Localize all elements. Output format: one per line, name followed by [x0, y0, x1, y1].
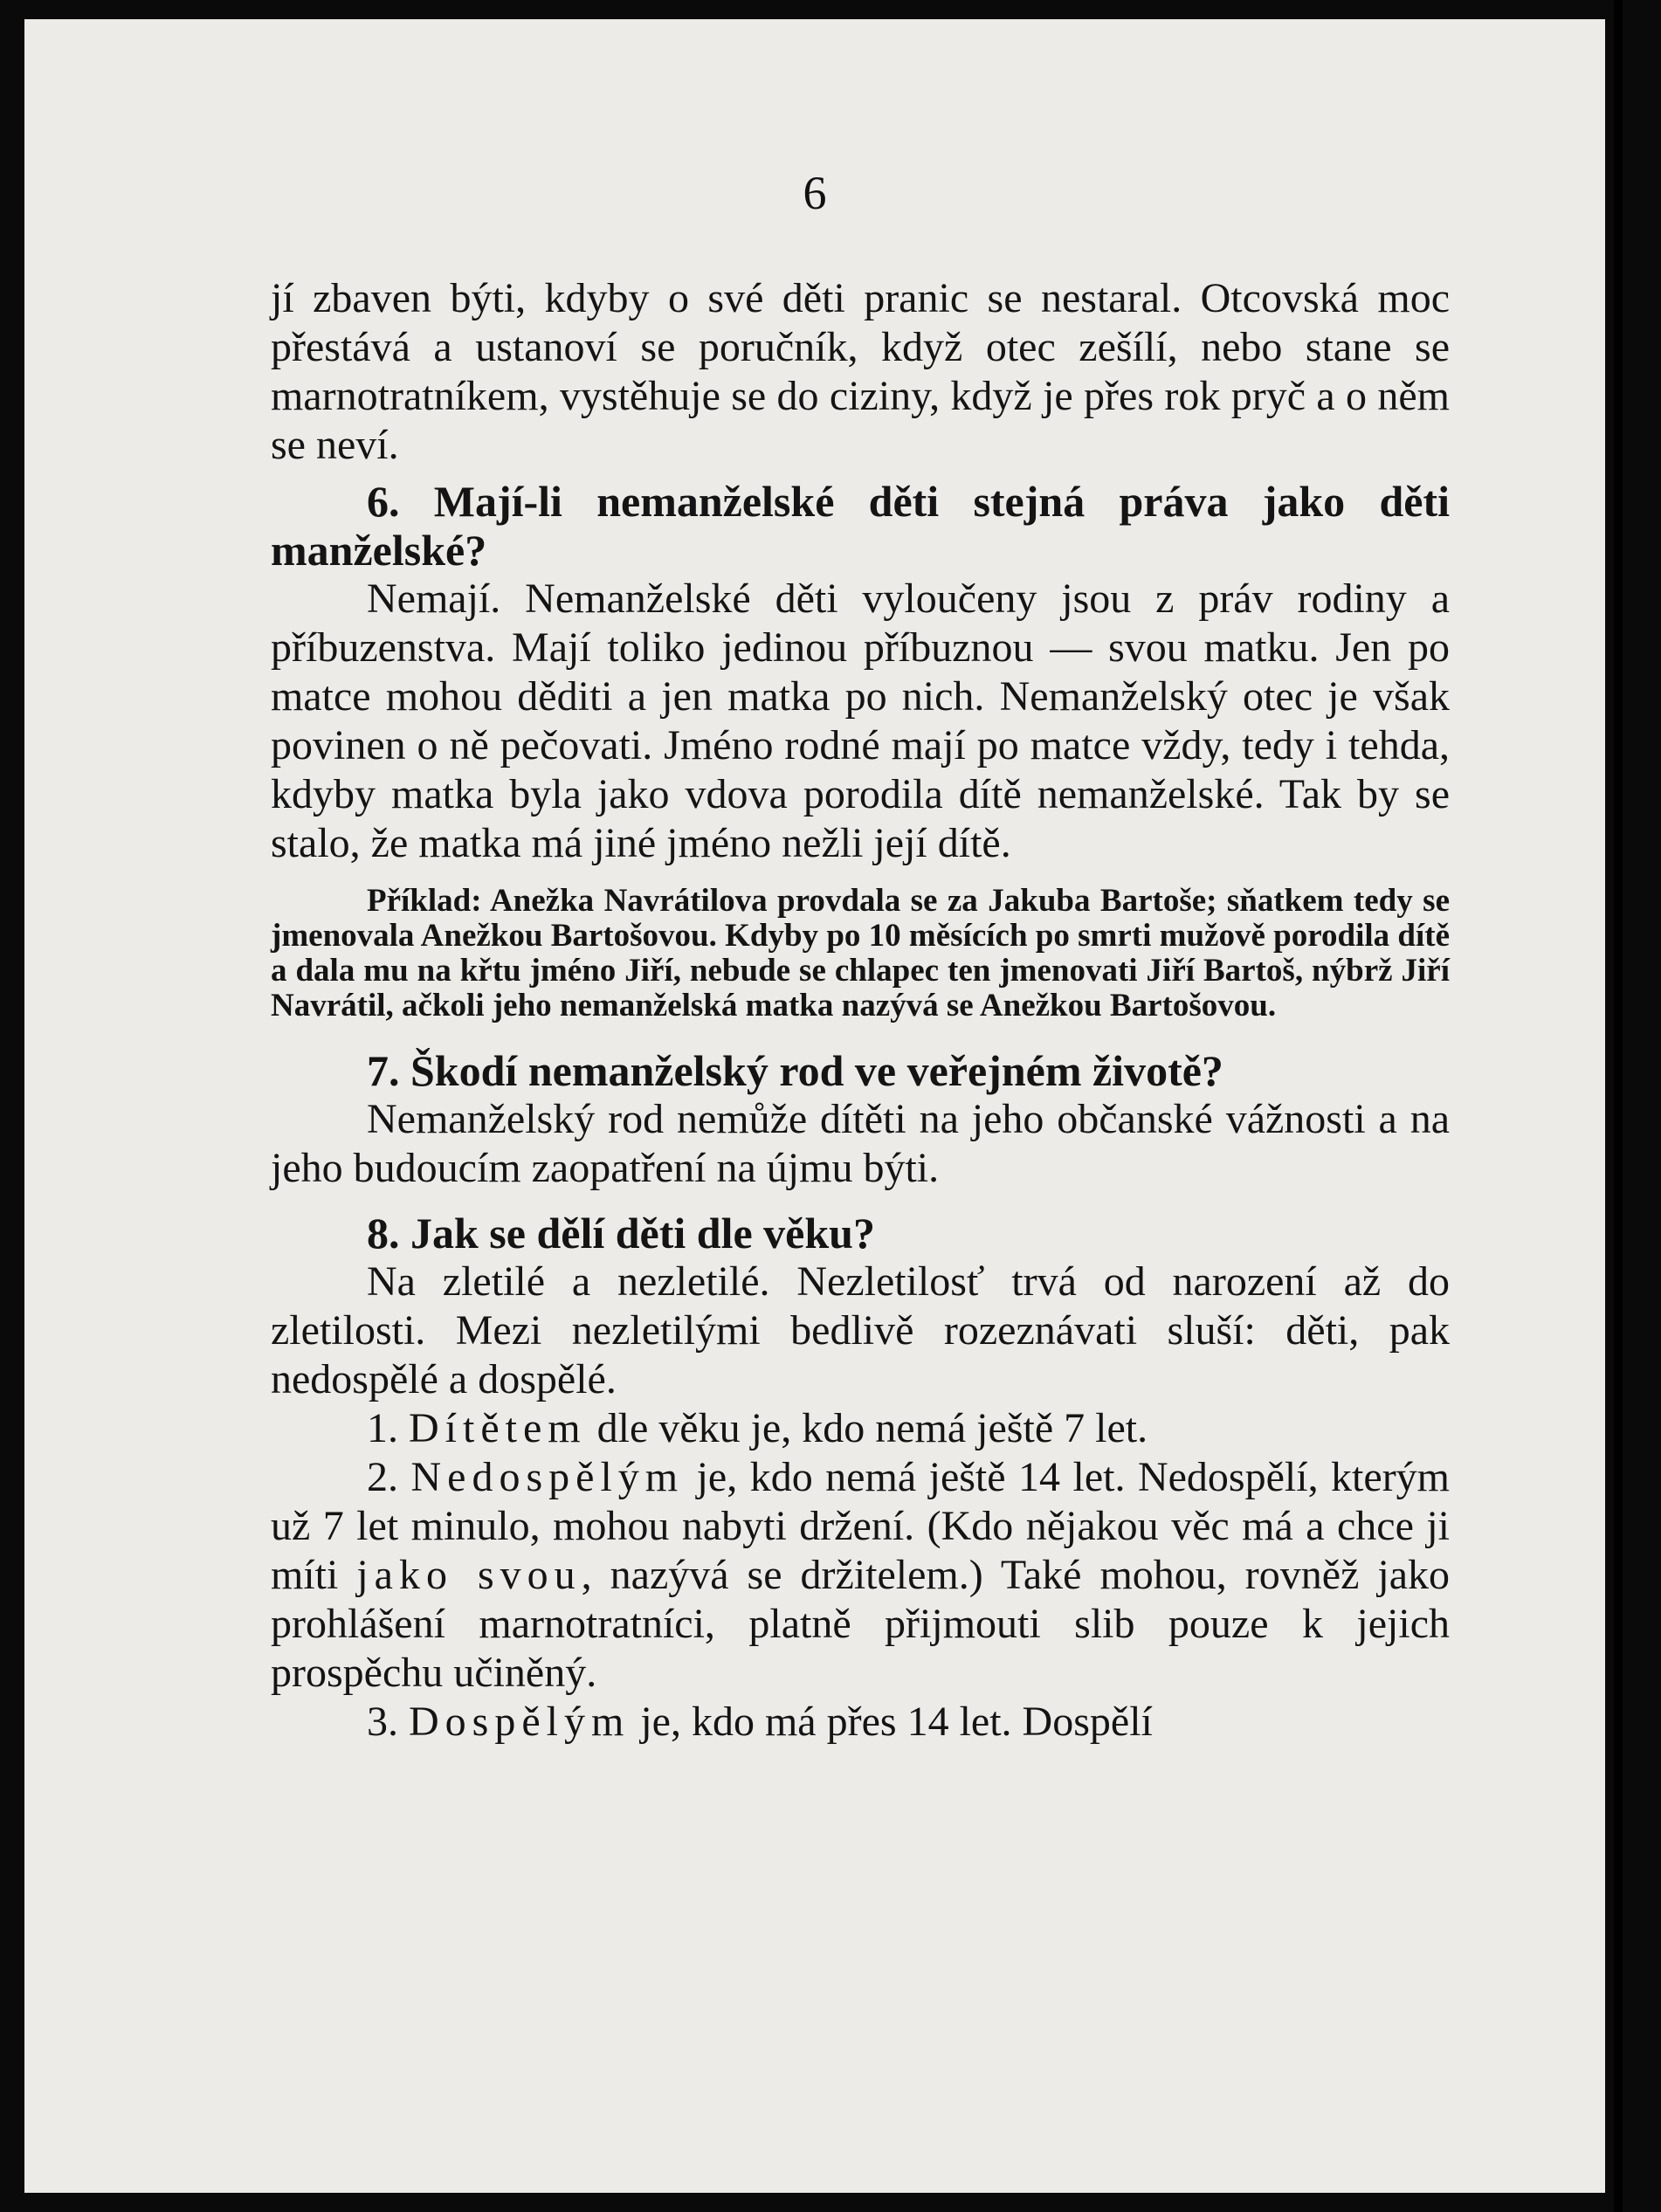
answer-8-paragraph: Na zletilé a nezletilé. Nezletilosť trvá od narození až do zletilosti. Mezi nezletilými bedlivě rozeznávati sluší: děti, pak nedospělé a dospělé.: [271, 1258, 1450, 1402]
list-item-3-text: je, kdo má přes 14 let. Dospělí: [640, 1699, 1153, 1745]
list-item-3: [271, 1698, 1450, 1747]
list-item-1-number: 1.: [367, 1405, 398, 1451]
answer-6-paragraph: Nemají. Nemanželské děti vyloučeny jsou z práv rodiny a příbuzenstva. Mají toliko jedinou příbuznou — svou matku. Jen po matce mohou děditi a jen matka po nich. Nemanželský otec je však povinen o ně pečovati. Jméno rodné mají po matce vždy, tedy i tehda, kdyby matka byla jako vdova porodila dítě nemanželské. Tak by se stalo, že matka má jiné jméno nežli její dítě.: [271, 575, 1450, 866]
list-item-3-term: Dospělým: [409, 1699, 631, 1745]
question-8-heading: 8. Jak se dělí děti dle věku?: [367, 1209, 875, 1258]
list-item-1-text: dle věku je, kdo nemá ještě 7 let.: [596, 1405, 1148, 1451]
question-7-heading: 7. Škodí nemanželský rod ve veřejném životě?: [367, 1046, 1223, 1095]
list-item-2-number: 2.: [367, 1454, 398, 1500]
answer-7-paragraph: Nemanželský rod nemůže dítěti na jeho občanské vážnosti a na jeho budoucím zaopatření na újmu býti.: [271, 1096, 1450, 1191]
example-paragraph: Příklad: Anežka Navrátilova provdala se za Jakuba Bartoše; sňatkem tedy se jmenovala Anežkou Bartošovou. Kdyby po 10 měsících po smrti mužově porodila dítě a dala mu na křtu jméno Jiří, nebude se chlapec ten jmenovati Jiří Bartoš, nýbrž Jiří Navrátil, ačkoli jeho nemanželská matka nazývá se Anežkou Bartošovou.: [271, 883, 1450, 1023]
page-number: 6: [803, 167, 827, 219]
list-item-1: [271, 1404, 1450, 1453]
list-item-1-term: Dítětem: [409, 1405, 587, 1451]
question-6-heading: 6. Mají-li nemanželské děti stejná práva jako děti manželské?: [271, 477, 1450, 575]
body-text: [271, 274, 1450, 1747]
paragraph-continuation: jí zbaven býti, kdyby o své děti pranic se nestaral. Otcovská moc přestává a ustanoví se poručník, když otec zešílí, nebo stane se marnotratníkem, vystěhuje se do ciziny, když je přes rok pryč a o něm se neví.: [271, 275, 1450, 468]
scan-edge-border: [1614, 0, 1623, 2212]
list-item-3-number: 3.: [367, 1699, 398, 1745]
list-item-2-text: je, kdo nemá ještě 14 let. Nedospělí, kterým už 7 let minulo, mohou nabyti držení. (Kdo nějakou věc má a chce ji míti: [271, 1454, 1451, 1598]
list-item-2-emphasis: jako svou: [356, 1552, 582, 1598]
list-item-2-term: Nedospělým: [410, 1454, 685, 1500]
list-item-2: [271, 1453, 1450, 1698]
list-item-2-text-end: , nazývá se držitelem.) Také mohou, rovněž jako prohlášení marnotratníci, platně přijmouti slib pouze k jejich prospěchu učiněný.: [271, 1552, 1451, 1696]
document-page: [24, 19, 1605, 2193]
